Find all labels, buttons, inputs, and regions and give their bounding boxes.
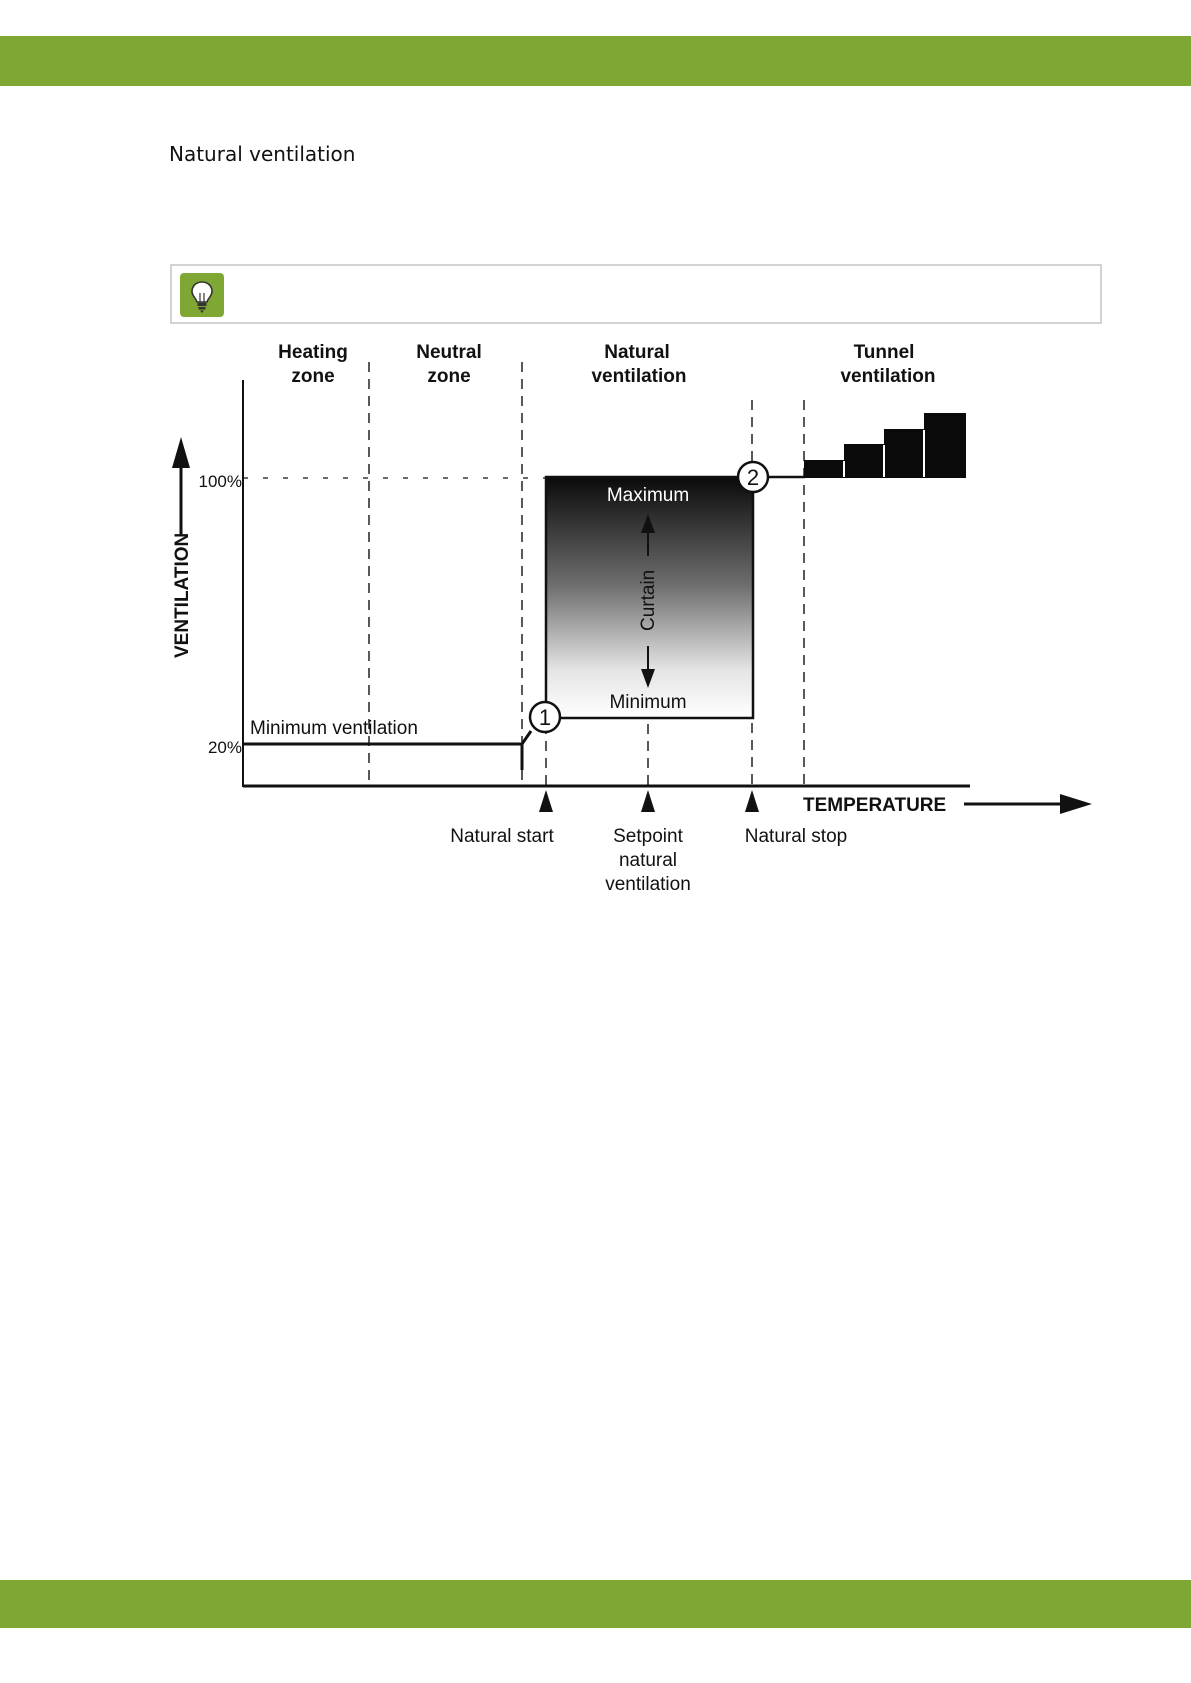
zone-heading-heating-line1: Heating [278, 342, 348, 363]
level-100-label: 100% [198, 472, 242, 491]
natural-start-label: Natural start [450, 826, 554, 847]
x-axis-arrow-head [1060, 794, 1092, 814]
tunnel-step-4 [924, 413, 966, 478]
marker-2-label: 2 [746, 465, 760, 490]
natural-start-arrow [539, 790, 553, 812]
section-title: Natural ventilation [169, 142, 356, 166]
tunnel-step-2 [844, 444, 884, 478]
zone-heading-tunnel-line2: ventilation [840, 366, 936, 387]
zone-heading-neutral-line1: Neutral [416, 342, 482, 363]
setpoint-label-line3: ventilation [605, 874, 691, 895]
tunnel-step-1 [804, 460, 844, 478]
minimum-ventilation-label: Minimum ventilation [250, 718, 418, 739]
zone-heading-heating-line2: zone [291, 366, 335, 387]
zone-heading-tunnel-line1: Tunnel [853, 342, 915, 363]
zone-heading-natural-line1: Natural [604, 342, 670, 363]
tunnel-step-3 [884, 429, 924, 478]
curtain-minimum-label: Minimum [609, 692, 687, 713]
curtain-label: Curtain [638, 569, 659, 631]
marker-1-label: 1 [538, 705, 552, 730]
zone-heading-neutral-line2: zone [427, 366, 471, 387]
natural-stop-arrow [745, 790, 759, 812]
natural-stop-label: Natural stop [744, 826, 848, 847]
level-20-label: 20% [207, 738, 242, 757]
y-axis-arrow-head [172, 437, 190, 468]
curtain-maximum-label: Maximum [606, 485, 690, 506]
setpoint-label-line1: Setpoint [613, 826, 683, 847]
zone-heading-natural-line2: ventilation [591, 366, 687, 387]
x-axis-label: TEMPERATURE [803, 795, 947, 816]
y-axis-label: VENTILATION [172, 532, 193, 658]
setpoint-label-line2: natural [618, 850, 678, 871]
setpoint-arrow [641, 790, 655, 812]
